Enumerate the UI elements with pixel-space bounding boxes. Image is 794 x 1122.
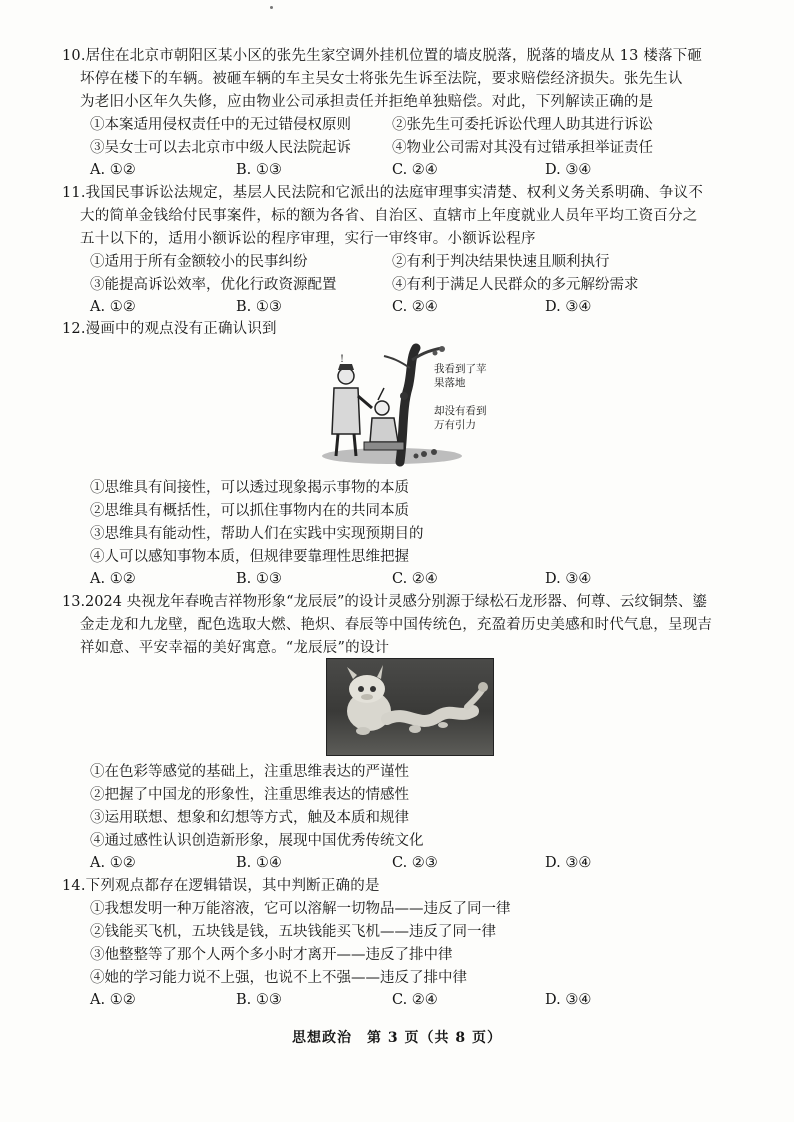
cartoon-caption-1a: 我看到了苹 xyxy=(434,363,487,375)
q11-option-2: ②有利于判决结果快速且顺利执行 xyxy=(392,254,610,270)
q14-option-2: ②钱能买飞机，五块钱是钱，五块钱能买飞机——违反了同一律 xyxy=(90,924,496,940)
q11-option-1: ①适用于所有金额较小的民事纠纷 xyxy=(90,254,308,270)
q12-answer-d: D. ③④ xyxy=(545,571,592,587)
q10-stem-line-3: 为老旧小区年久失修，应由物业公司承担责任并拒绝单独赔偿。对此，下列解读正确的是 xyxy=(80,94,654,110)
q13-option-4: ④通过感性认识创造新形象，展现中国优秀传统文化 xyxy=(90,833,424,849)
q11-answer-a: A. ①② xyxy=(90,299,136,315)
q10-option-3: ③吴女士可以去北京市中级人民法院起诉 xyxy=(90,140,351,156)
q13-option-1: ①在色彩等感觉的基础上，注重思维表达的严谨性 xyxy=(90,764,409,780)
newton-cartoon-illustration xyxy=(312,338,502,468)
q11-stem-line-2: 大的简单金钱给付民事案件，标的额为各省、自治区、直辖市上年度就业人员年平均工资百分之 xyxy=(80,208,698,224)
q11-option-4: ④有利于满足人民群众的多元解纷需求 xyxy=(392,277,639,293)
q11-answer-d: D. ③④ xyxy=(545,299,592,315)
q14-answer-a: A. ①② xyxy=(90,992,136,1008)
q12-answer-a: A. ①② xyxy=(90,571,136,587)
q11-option-3: ③能提高诉讼效率，优化行政资源配置 xyxy=(90,277,337,293)
q10-answer-c: C. ②④ xyxy=(392,162,438,178)
cartoon-caption-2a: 却没有看到 xyxy=(434,405,487,417)
q12-option-3: ③思维具有能动性，帮助人们在实践中实现预期目的 xyxy=(90,526,424,542)
q10-stem-line-2: 坏停在楼下的车辆。被砸车辆的车主吴女士将张先生诉至法院，要求赔偿经济损失。张先生认 xyxy=(80,71,683,87)
q13-stem-line-2: 金走龙和九龙壁，配色选取大燃、艳炽、春辰等中国传统色，充盈着历史美感和时代气息，呈现吉 xyxy=(80,617,713,633)
q11-stem-line-1: 11.我国民事诉讼法规定，基层人民法院和它派出的法庭审理事实清楚、权利义务关系明确、争议不 xyxy=(62,185,704,201)
q10-stem-line-1: 10.居住在北京市朝阳区某小区的张先生家空调外挂机位置的墙皮脱落，脱落的墙皮从 13 楼落下砸 xyxy=(62,48,703,64)
q12-option-2: ②思维具有概括性，可以抓住事物内在的共同本质 xyxy=(90,503,409,519)
page-footer: 思想政治 第 3 页（共 8 页） xyxy=(292,1030,502,1046)
q13-stem-line-3: 祥如意、平安幸福的美好寓意。“龙辰辰”的设计 xyxy=(80,640,390,656)
q13-stem-line-1: 13.2024 央视龙年春晚吉祥物形象“龙辰辰”的设计灵感分别源于绿松石龙形器、何尊、云纹铜禁、鎏 xyxy=(62,594,707,610)
q13-answer-a: A. ①② xyxy=(90,855,136,871)
cartoon-caption-1b: 果落地 xyxy=(434,377,466,389)
q13-option-2: ②把握了中国龙的形象性，注重思维表达的情感性 xyxy=(90,787,409,803)
q14-answer-d: D. ③④ xyxy=(545,992,592,1008)
q11-answer-c: C. ②④ xyxy=(392,299,438,315)
q13-answer-b: B. ①④ xyxy=(236,855,282,871)
q10-option-2: ②张先生可委托诉讼代理人助其进行诉讼 xyxy=(392,117,653,133)
q12-option-1: ①思维具有间接性，可以透过现象揭示事物的本质 xyxy=(90,480,409,496)
q12-answer-b: B. ①③ xyxy=(236,571,282,587)
q11-answer-b: B. ①③ xyxy=(236,299,282,315)
q12-answer-c: C. ②④ xyxy=(392,571,438,587)
q14-option-1: ①我想发明一种万能溶液，它可以溶解一切物品——违反了同一律 xyxy=(90,901,511,917)
dragon-mascot-image xyxy=(326,658,494,756)
q14-answer-c: C. ②④ xyxy=(392,992,438,1008)
cartoon-caption-2b: 万有引力 xyxy=(434,419,476,431)
dragon-mascot-drawing xyxy=(327,659,493,755)
q10-answer-d: D. ③④ xyxy=(545,162,592,178)
q10-answer-a: A. ①② xyxy=(90,162,136,178)
q12-stem: 12.漫画中的观点没有正确认识到 xyxy=(62,321,277,337)
q13-answer-c: C. ②③ xyxy=(392,855,438,871)
q14-option-4: ④她的学习能力说不上强，也说不上不强——违反了排中律 xyxy=(90,970,467,986)
q13-answer-d: D. ③④ xyxy=(545,855,592,871)
q10-answer-b: B. ①③ xyxy=(236,162,282,178)
svg-text:!: ! xyxy=(340,354,345,365)
cartoon-drawing xyxy=(312,338,502,468)
scan-dot xyxy=(270,6,273,9)
q10-option-4: ④物业公司需对其没有过错承担举证责任 xyxy=(392,140,653,156)
q14-answer-b: B. ①③ xyxy=(236,992,282,1008)
q12-option-4: ④人可以感知事物本质，但规律要靠理性思维把握 xyxy=(90,549,409,565)
q13-option-3: ③运用联想、想象和幻想等方式，触及本质和规律 xyxy=(90,810,409,826)
q14-stem: 14.下列观点都存在逻辑错误，其中判断正确的是 xyxy=(62,878,380,894)
q11-stem-line-3: 五十以下的，适用小额诉讼的程序审理，实行一审终审。小额诉讼程序 xyxy=(80,231,536,247)
q14-option-3: ③他整整等了那个人两个多小时才离开——违反了排中律 xyxy=(90,947,453,963)
q10-option-1: ①本案适用侵权责任中的无过错侵权原则 xyxy=(90,117,351,133)
